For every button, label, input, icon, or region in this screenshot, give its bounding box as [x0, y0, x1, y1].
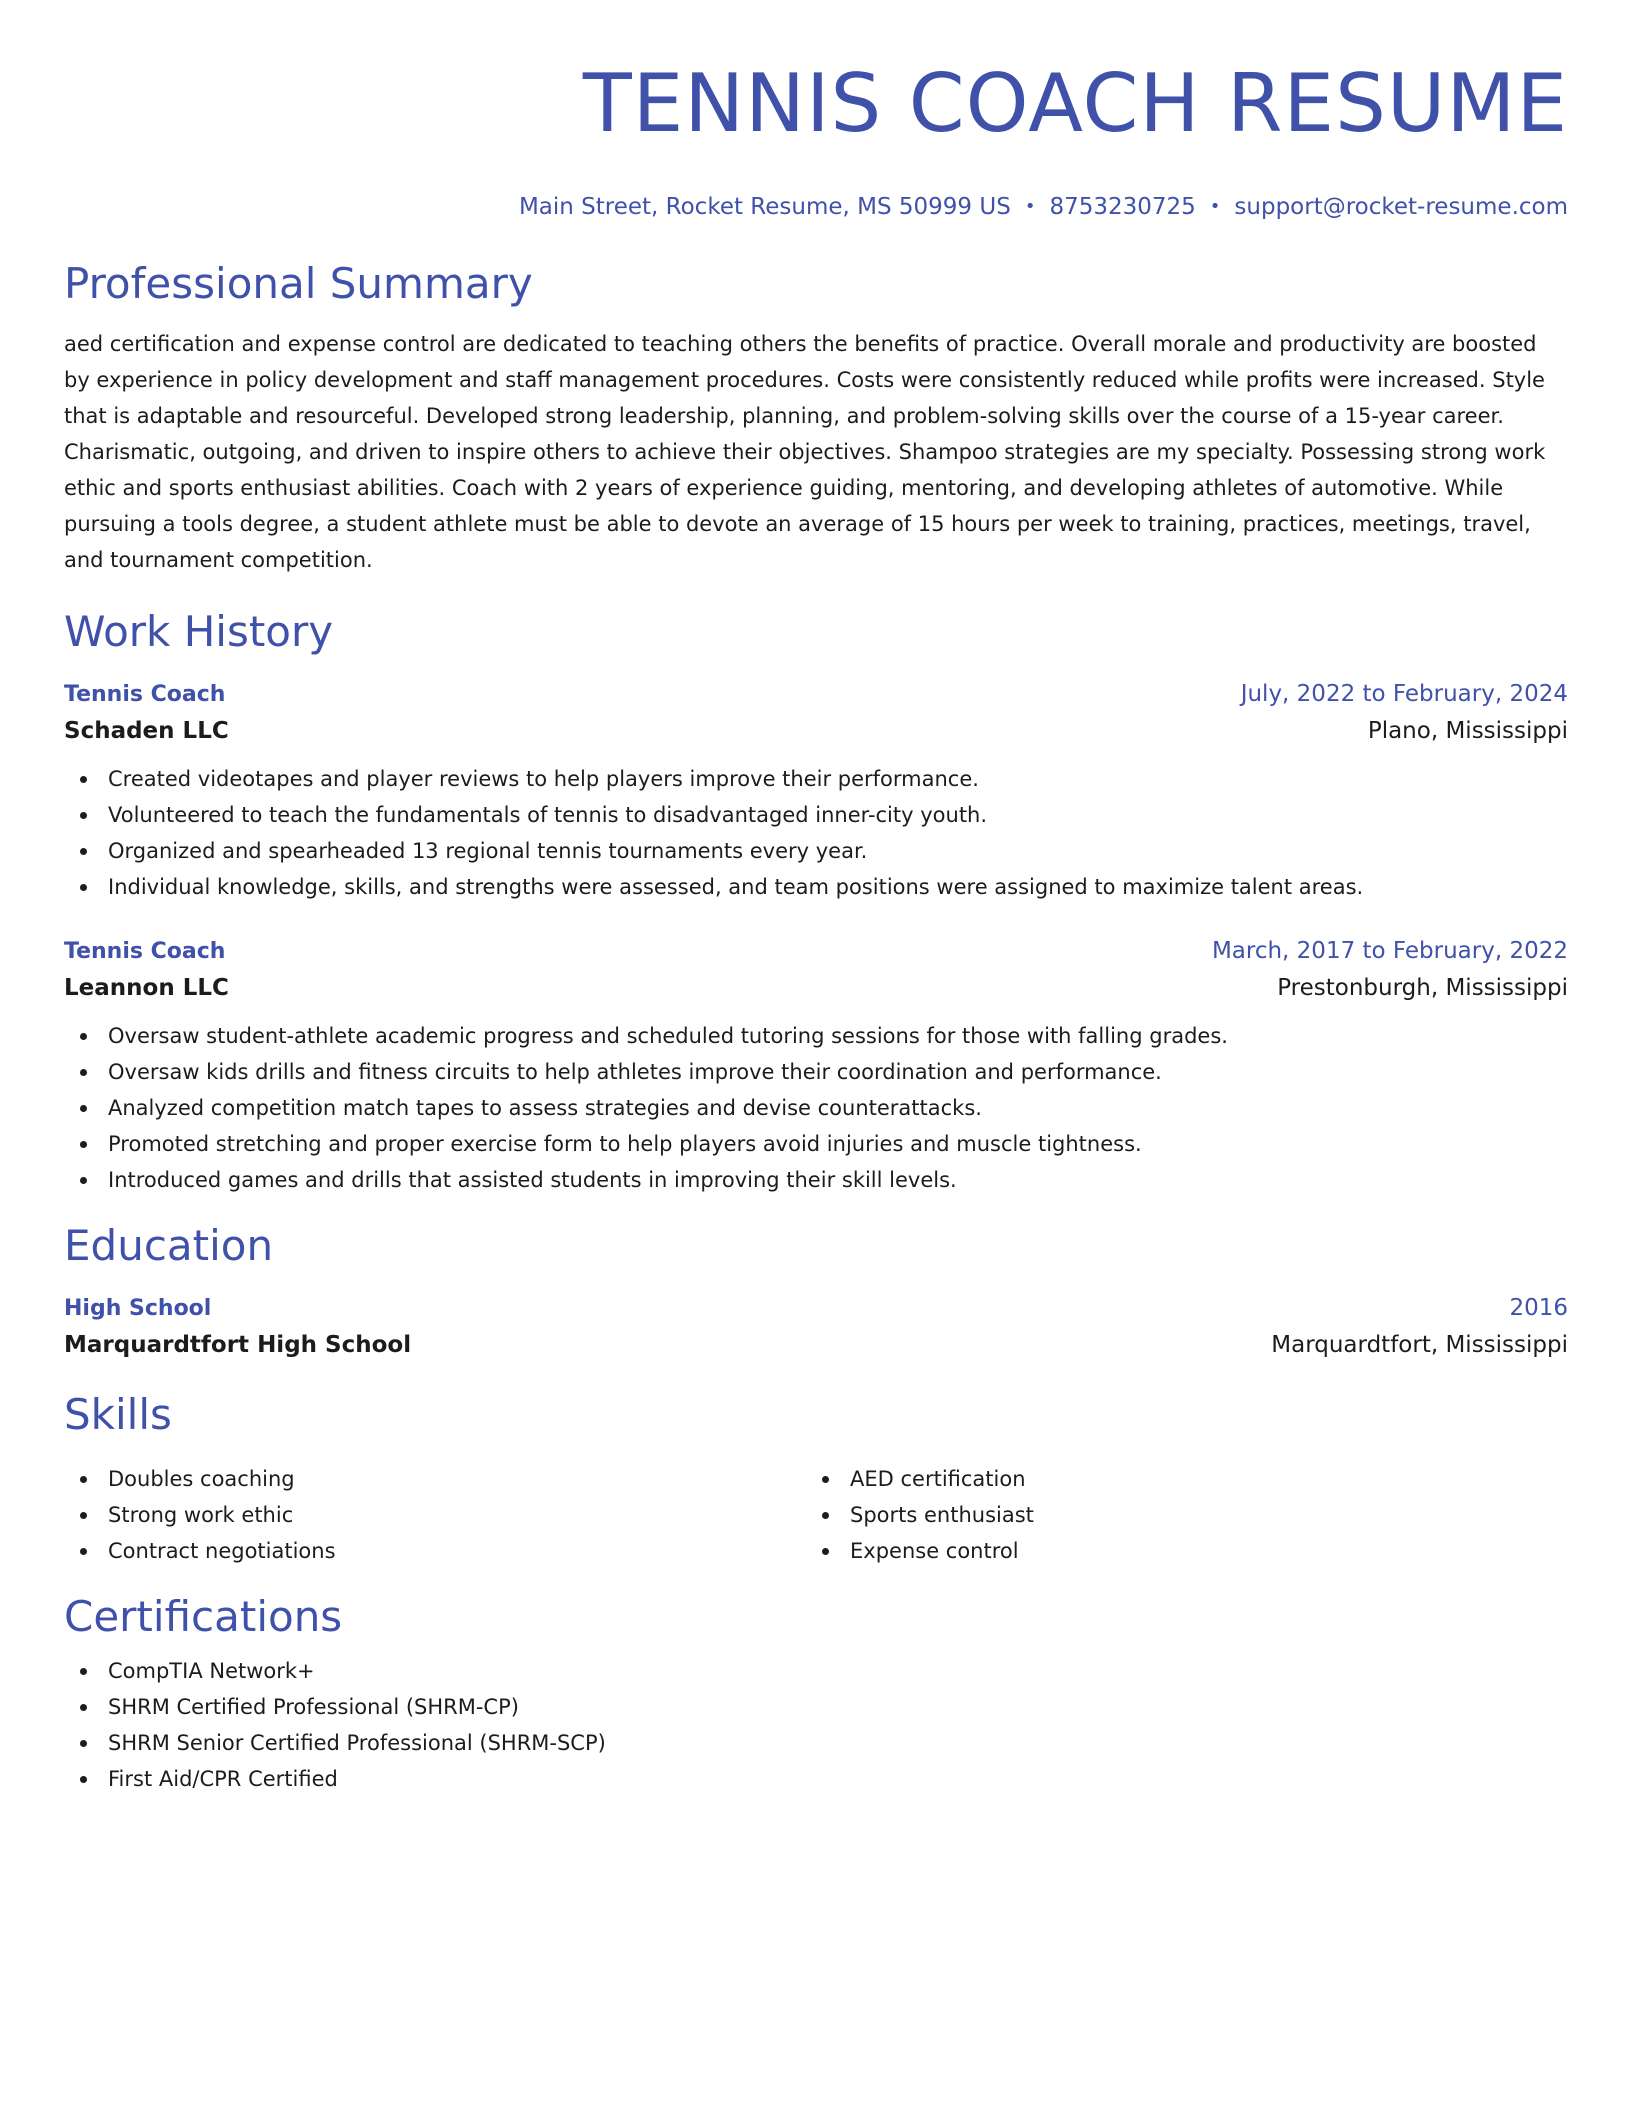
- education-school: Marquardtfort High School: [64, 1332, 412, 1358]
- contact-line: [64, 192, 1568, 222]
- education-section: [64, 1220, 1568, 1365]
- job-role: Tennis Coach: [64, 682, 226, 707]
- job-location: Plano, Mississippi: [1367, 718, 1568, 744]
- list-item: Created videotapes and player reviews to help players improve their performance.: [64, 761, 1568, 797]
- education-location: Marquardtfort, Mississippi: [1271, 1332, 1568, 1358]
- job-dates: July, 2022 to February, 2024: [1240, 681, 1568, 707]
- contact-phone: 8753230725: [1049, 194, 1196, 220]
- list-item: Doubles coaching: [64, 1461, 806, 1497]
- professional-summary-section: [64, 258, 1568, 578]
- section-title-education: Education: [64, 1221, 274, 1270]
- list-item: Volunteered to teach the fundamentals of tennis to disadvantaged inner-city youth.: [64, 797, 1568, 833]
- education-degree: High School: [64, 1296, 212, 1321]
- section-title-skills: Skills: [64, 1390, 172, 1439]
- job-dates: March, 2017 to February, 2022: [1211, 938, 1568, 964]
- work-history-section: [64, 606, 1568, 1198]
- section-title-work-history: Work History: [64, 607, 334, 656]
- list-item: Contract negotiations: [64, 1533, 806, 1569]
- certifications-section: [64, 1591, 1568, 1797]
- skills-list-left: [64, 1461, 806, 1569]
- contact-separator: •: [1209, 196, 1221, 217]
- list-item: SHRM Certified Professional (SHRM-CP): [64, 1689, 1568, 1725]
- skills-grid: [64, 1451, 1568, 1569]
- education-entry: [64, 1292, 1568, 1365]
- list-item: Introduced games and drills that assisted students in improving their skill levels.: [64, 1162, 1568, 1198]
- list-item: First Aid/CPR Certified: [64, 1761, 1568, 1797]
- list-item: CompTIA Network+: [64, 1653, 1568, 1689]
- contact-address: Main Street, Rocket Resume, MS 50999 US: [518, 194, 1011, 220]
- list-item: Organized and spearheaded 13 regional tennis tournaments every year.: [64, 833, 1568, 869]
- skills-list-right: [806, 1461, 1548, 1569]
- list-item: Analyzed competition match tapes to assess strategies and devise counterattacks.: [64, 1090, 1568, 1126]
- list-item: SHRM Senior Certified Professional (SHRM-SCP): [64, 1725, 1568, 1761]
- education-year: 2016: [1509, 1295, 1568, 1321]
- job-bullets: [64, 1018, 1568, 1198]
- section-title-certifications: Certifications: [64, 1592, 343, 1641]
- job-entry: [64, 678, 1568, 905]
- summary-text: aed certification and expense control are dedicated to teaching others the benefits of practice. Overall morale and productivity are boosted by experience in policy development and staff management procedures. Costs were consistently reduced while profits were increased. Style that is adaptable and resourceful. Developed strong leadership, planning, and problem-solving skills over the course of a 15-year career. Charismatic, outgoing, and driven to inspire others to achieve their objectives. Shampoo strategies are my specialty. Possessing strong work ethic and sports enthusiast abilities. Coach with 2 years of experience guiding, mentoring, and developing athletes of automotive. While pursuing a tools degree, a student athlete must be able to devote an average of 15 hours per week to training, practices, meetings, travel, and tournament competition.: [64, 332, 1546, 572]
- list-item: Strong work ethic: [64, 1497, 806, 1533]
- resume-header: [64, 56, 1568, 222]
- skills-section: [64, 1389, 1568, 1569]
- job-entry: [64, 935, 1568, 1198]
- job-company: Leannon LLC: [64, 975, 229, 1001]
- section-title-summary: Professional Summary: [64, 259, 533, 308]
- job-role: Tennis Coach: [64, 939, 226, 964]
- list-item: Sports enthusiast: [806, 1497, 1548, 1533]
- job-location: Prestonburgh, Mississippi: [1277, 975, 1568, 1001]
- list-item: AED certification: [806, 1461, 1548, 1497]
- list-item: Individual knowledge, skills, and strengths were assessed, and team positions were assigned to maximize talent areas.: [64, 869, 1568, 905]
- job-company: Schaden LLC: [64, 718, 229, 744]
- list-item: Promoted stretching and proper exercise form to help players avoid injuries and muscle tightness.: [64, 1126, 1568, 1162]
- list-item: Oversaw student-athlete academic progress and scheduled tutoring sessions for those with falling grades.: [64, 1018, 1568, 1054]
- list-item: Oversaw kids drills and fitness circuits to help athletes improve their coordination and performance.: [64, 1054, 1568, 1090]
- certifications-list: [64, 1653, 1568, 1797]
- list-item: Expense control: [806, 1533, 1548, 1569]
- contact-email: support@rocket-resume.com: [1234, 194, 1568, 220]
- contact-separator: •: [1024, 196, 1036, 217]
- resume-title: TENNIS COACH RESUME: [582, 57, 1568, 150]
- job-bullets: [64, 761, 1568, 905]
